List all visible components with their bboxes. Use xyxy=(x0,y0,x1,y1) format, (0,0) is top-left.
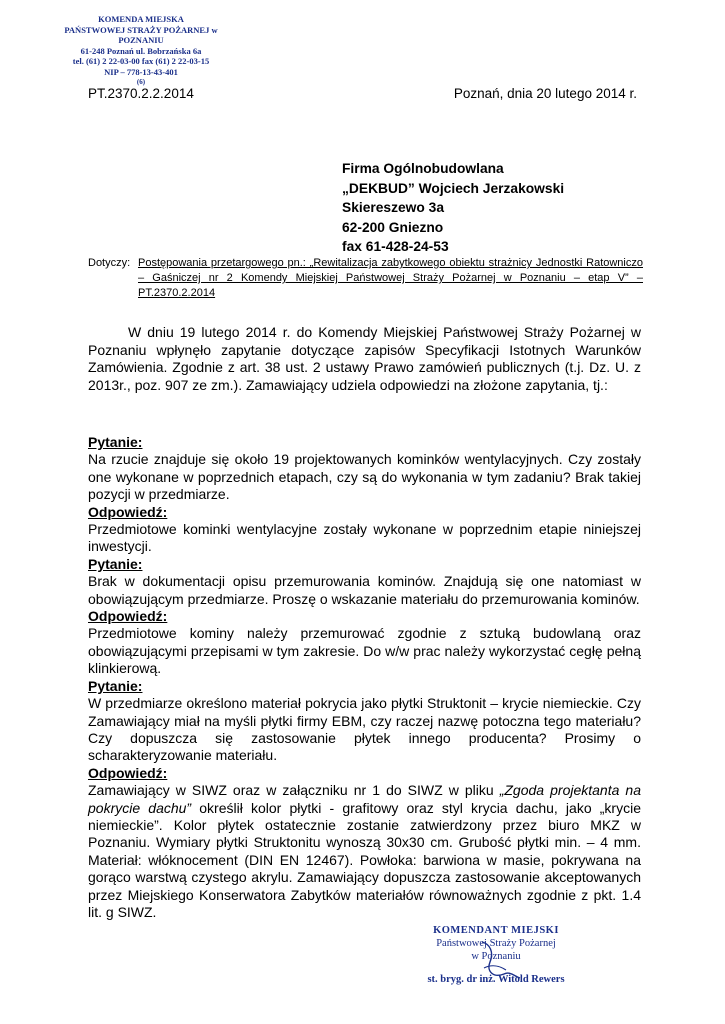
subject-block xyxy=(88,256,643,301)
recipient-line5: fax 61-428-24-53 xyxy=(342,239,449,254)
answer-text: Przedmiotowe kominki wentylacyjne zostały wykonane w poprzednim etapie niniejszej inwestycji. xyxy=(88,521,641,555)
recipient-address xyxy=(342,159,564,257)
handwritten-signature xyxy=(470,940,530,985)
question-text: W przedmiarze określono materiał pokrycia jako płytki Struktonit – krycie niemieckie. Czy Zamawiający miał na myśli płytki firmy EBM, czy raczej nazwę potoczna tego materiału? Czy dopuszcza się zastosowanie płytek innego producenta? Prosimy o scharakteryzowanie materiału. xyxy=(88,695,641,764)
answer-text-italic: „Zgoda projektanta na pokrycie dachu” xyxy=(88,782,642,816)
letterhead-stamp xyxy=(46,14,236,88)
intro-paragraph: W dniu 19 lutego 2014 r. do Komendy Miejskiej Państwowej Straży Pożarnej w Poznaniu wpłynęło zapytanie dotyczące zapisów Specyfikacji Istotnych Warunków Zamówienia. Zgodnie z art. 38 ust. 2 ustawy Prawo zamówień publicznych (t.j. Dz. U. z 2013r., poz. 907 ze zm.). Zamawiający udziela odpowiedzi na złożone zapytania, tj.: xyxy=(88,324,641,393)
answer-heading: Odpowiedź: xyxy=(88,608,168,625)
question-heading: Pytanie: xyxy=(88,434,143,450)
place-date: Poznań, dnia 20 lutego 2014 r. xyxy=(453,86,637,101)
signature-line1: KOMENDANT MIEJSKI xyxy=(433,925,559,936)
recipient-line4: 62-200 Gniezno xyxy=(342,219,444,235)
question-heading: Pytanie: xyxy=(88,677,143,694)
recipient-line1: Firma Ogólnobudowlana xyxy=(342,161,504,176)
reference-number: PT.2370.2.2.2014 xyxy=(88,86,194,101)
answer-heading: Odpowiedź: xyxy=(88,503,168,520)
letterhead-line1: KOMENDA MIEJSKA xyxy=(98,14,184,24)
signature-line2: Państwowej Straży Pożarnej xyxy=(436,938,556,949)
signature-line3: w Poznaniu xyxy=(471,951,521,962)
letterhead-line5: NIP – 778-13-43-401 xyxy=(104,66,178,77)
subject-label: Dotyczy: xyxy=(88,257,131,269)
questions-answers xyxy=(88,434,641,921)
question-text: Na rzucie znajduje się około 19 projektowanych kominków wentylacyjnych. Czy zostały one wykonane w poprzednich etapach, czy są do wykonania w tym zadaniu? Brak takiej pozycji w przedmiarze. xyxy=(88,451,641,503)
question-text: Brak w dokumentacji opisu przemurowania kominów. Znajdują się one natomiast w obowiązującym przedmiarze. Proszę o wskazanie materiału do przemurowania kominów. xyxy=(88,573,641,607)
letterhead-line6: (6) xyxy=(136,78,146,86)
question-heading: Pytanie: xyxy=(88,555,143,572)
answer-text-part1: Zamawiający w SIWZ oraz w załączniku nr 1 do SIWZ w pliku xyxy=(88,782,500,799)
letterhead-line3: 61-248 Poznań ul. Bobrzańska 6a xyxy=(80,45,202,56)
answer-text: Przedmiotowe kominy należy przemurować zgodnie z sztuką budowlaną oraz obowiązującymi przepisami w tym zakresie. Do w/w prac należy wykorzystać cegłę pełną klinkierową. xyxy=(88,625,641,677)
signature-line4: st. bryg. dr inż. Witold Rewers xyxy=(427,974,565,985)
letterhead-line4: tel. (61) 2 22-03-00 fax (61) 2 22-03-15 xyxy=(72,56,210,66)
recipient-line2: „DEKBUD” Wojciech Jerzakowski xyxy=(342,180,565,196)
answer-text-part2: określił kolor płytki - grafitowy oraz styl krycia dachu, jako „krycie niemieckie”. Kolor płytek ostatecznie zostanie zatwierdzony przez biuro MKZ w Poznaniu. Wymiary płytki Struktonitu wynoszą 30x30 cm. Grubość płytki min. – 4 mm. Materiał: włóknocement (DIN EN 12467). Powłoka: barwiona w masie, pokrywana na gorąco warstwą czystego akrylu. Zamawiający dopuszcza zastosowanie akceptowanych przez Miejskiego Konserwatora Zabytków materiałów równoważnych zgodnie z pkt. 1.4 lit. g SIWZ. xyxy=(88,799,641,920)
letterhead-line2: PAŃSTWOWEJ STRAŻY POŻARNEJ w POZNANIU xyxy=(64,24,218,45)
recipient-line3: Skiereszewo 3a xyxy=(342,200,445,215)
answer-text xyxy=(88,782,641,921)
subject-text: Postępowania przetargowego pn.: „Rewitalizacja zabytkowego obiektu strażnicy Jednostki Ratowniczo – Gaśniczej nr 2 Komendy Miejskiej Państwowej Straży Pożarnej w Poznaniu – etap V” – PT.2370.2.2014 xyxy=(138,257,643,299)
answer-heading: Odpowiedź: xyxy=(88,764,168,781)
reference-line xyxy=(88,86,637,101)
